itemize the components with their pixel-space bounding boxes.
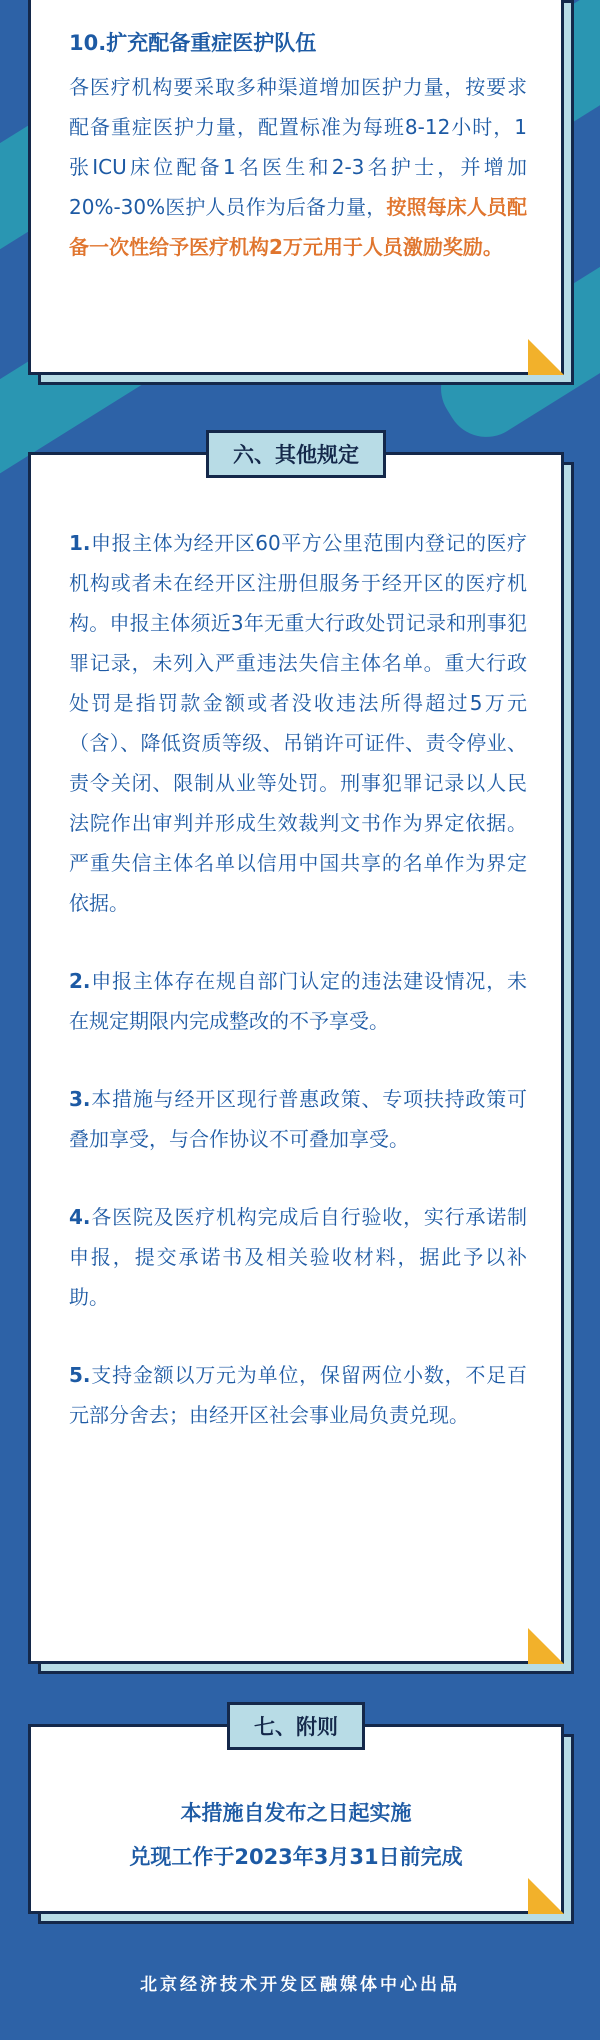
rule-number: 1. xyxy=(69,531,91,555)
section-appendix-card xyxy=(28,1715,564,1914)
rule-text: 各医院及医疗机构完成后自行验收，实行承诺制申报，提交承诺书及相关验收材料，据此予以补助。 xyxy=(69,1205,527,1309)
page-fold-icon xyxy=(528,1628,564,1664)
rule-item xyxy=(69,1197,527,1317)
rule-number: 4. xyxy=(69,1205,91,1229)
section-10-paragraph xyxy=(69,67,527,267)
page-fold-icon xyxy=(528,1878,564,1914)
rule-text: 本措施与经开区现行普惠政策、专项扶持政策可叠加享受，与合作协议不可叠加享受。 xyxy=(69,1087,527,1151)
appendix-line: 兑现工作于2023年3月31日前完成 xyxy=(129,1845,463,1869)
appendix-line: 本措施自发布之日起实施 xyxy=(180,1801,412,1825)
rule-item xyxy=(69,523,527,923)
section-10-card xyxy=(28,0,564,375)
section-label-other-rules: 六、其他规定 xyxy=(206,430,386,478)
card-body xyxy=(28,0,564,375)
rule-text: 申报主体为经开区60平方公里范围内登记的医疗机构或者未在经开区注册但服务于经开区的医疗机构。申报主体须近3年无重大行政处罚记录和刑事犯罪记录，未列入严重违法失信主体名单。重大行政处罚是指罚款金额或者没收违法所得超过5万元（含）、降低资质等级、吊销许可证件、责令停业、责令关闭、限制从业等处罚。刑事犯罪记录以人民法院作出审判并形成生效裁判文书作为界定依据。严重失信主体名单以信用中国共享的名单作为界定依据。 xyxy=(69,531,527,915)
paragraph-plain: 各医疗机构要采取多种渠道增加医护力量，按要求配备重症医护力量，配置标准为每班8-12小时，1张ICU床位配备1名医生和2-3名护士，并增加20%-30%医护人员作为后备力量， xyxy=(69,75,527,219)
rule-number: 5. xyxy=(69,1363,91,1387)
rule-item xyxy=(69,961,527,1041)
rule-number: 2. xyxy=(69,969,91,993)
rule-text: 申报主体存在规自部门认定的违法建设情况，未在规定期限内完成整改的不予享受。 xyxy=(69,969,527,1033)
rule-text: 支持金额以万元为单位，保留两位小数，不足百元部分舍去；由经开区社会事业局负责兑现。 xyxy=(69,1363,527,1427)
card-body xyxy=(28,1724,564,1914)
section-other-rules-card xyxy=(28,443,564,1664)
section-10-heading: 10.扩充配备重症医护队伍 xyxy=(69,31,317,55)
footer-credit: 北京经济技术开发区融媒体中心出品 xyxy=(140,1975,460,1995)
section-label-appendix: 七、附则 xyxy=(227,1702,365,1750)
rule-item xyxy=(69,1079,527,1159)
rule-number: 3. xyxy=(69,1087,91,1111)
rule-item xyxy=(69,1355,527,1435)
card-body xyxy=(28,452,564,1664)
page-fold-icon xyxy=(528,339,564,375)
paragraph-highlight: 按照每床人员配备一次性给予医疗机构2万元用于人员激励奖励。 xyxy=(69,195,528,259)
